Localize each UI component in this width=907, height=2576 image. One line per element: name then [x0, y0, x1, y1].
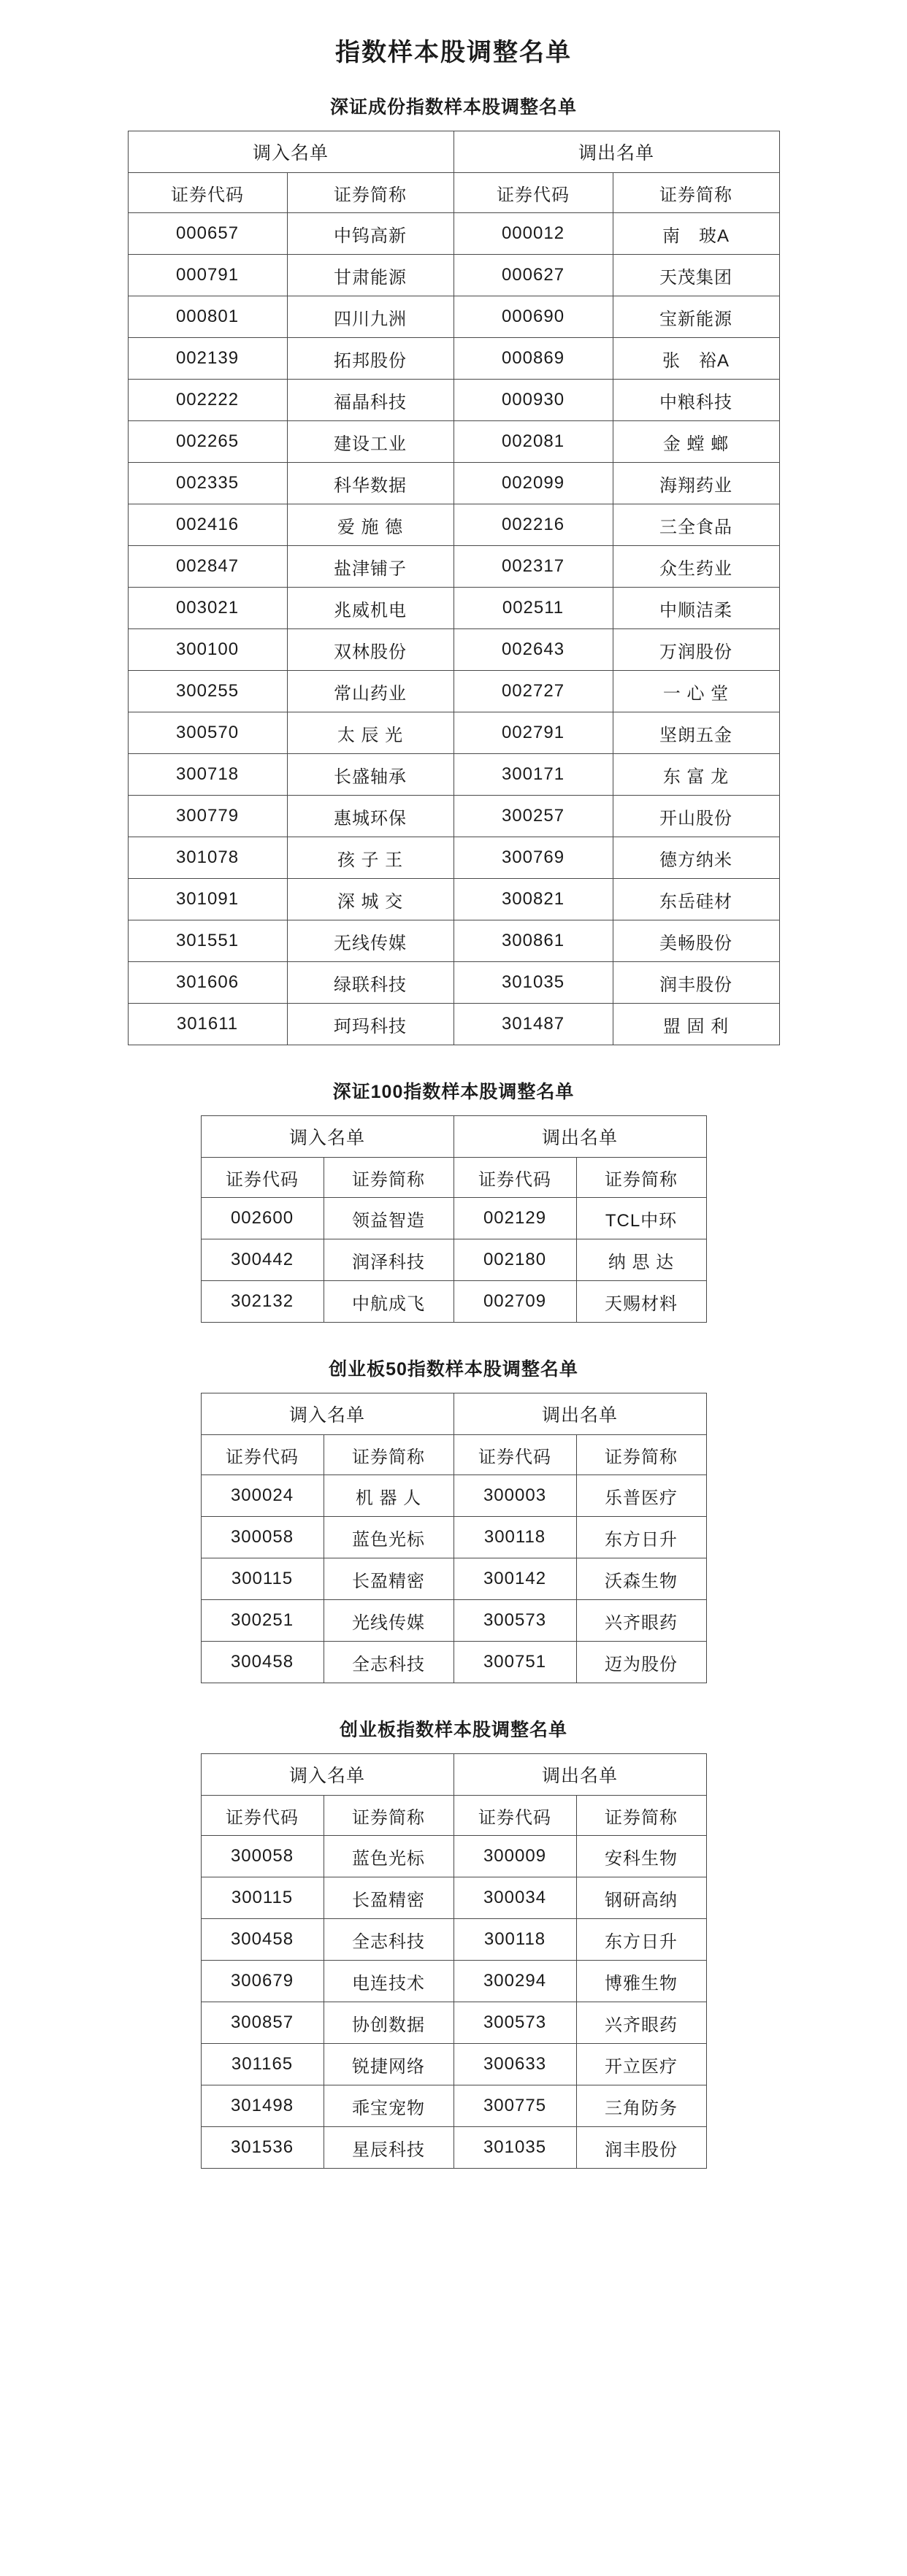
adjustment-table — [201, 1115, 707, 1323]
cell-out-name: 润丰股份 — [613, 962, 779, 1004]
cell-out-name: 安科生物 — [576, 1836, 706, 1877]
section-title: 深证成份指数样本股调整名单 — [329, 97, 577, 118]
cell-in-code: 301165 — [201, 2044, 324, 2085]
cell-out-name: 沃森生物 — [576, 1558, 706, 1600]
cell-out-code: 002643 — [454, 629, 613, 671]
cell-out-code: 000627 — [454, 255, 613, 296]
cell-in-name: 兆威机电 — [287, 588, 454, 629]
cell-in-code: 301551 — [128, 920, 287, 962]
table-row — [128, 588, 779, 629]
cell-in-code: 302132 — [201, 1281, 324, 1323]
cell-in-name: 领益智造 — [324, 1198, 454, 1239]
column-header-out-name: 证券简称 — [576, 1158, 706, 1198]
column-header-in-name: 证券简称 — [324, 1796, 454, 1836]
table-row — [128, 962, 779, 1004]
cell-in-code: 000791 — [128, 255, 287, 296]
cell-out-name: 万润股份 — [613, 629, 779, 671]
table-row — [128, 920, 779, 962]
cell-out-name: 众生药业 — [613, 546, 779, 588]
table-row — [201, 2044, 706, 2085]
cell-in-name: 珂玛科技 — [287, 1004, 454, 1045]
cell-in-name: 全志科技 — [324, 1642, 454, 1683]
cell-in-code: 002265 — [128, 421, 287, 463]
cell-in-name: 乖宝宠物 — [324, 2085, 454, 2127]
cell-out-name: 中粮科技 — [613, 380, 779, 421]
cell-in-code: 002847 — [128, 546, 287, 588]
table-row — [128, 380, 779, 421]
table-row — [201, 1877, 706, 1919]
cell-in-name: 润泽科技 — [324, 1239, 454, 1281]
cell-in-code: 301611 — [128, 1004, 287, 1045]
cell-out-code: 300573 — [454, 2002, 576, 2044]
table-row — [201, 1600, 706, 1642]
cell-out-code: 002791 — [454, 712, 613, 754]
column-header-out-name: 证券简称 — [576, 1796, 706, 1836]
cell-out-name: 兴齐眼药 — [576, 1600, 706, 1642]
cell-in-name: 建设工业 — [287, 421, 454, 463]
cell-out-name: 钢研高纳 — [576, 1877, 706, 1919]
table-group-header-row — [201, 1754, 706, 1796]
cell-out-code: 300821 — [454, 879, 613, 920]
table-row — [128, 796, 779, 837]
column-header-out-name: 证券简称 — [613, 173, 779, 213]
cell-out-name: 迈为股份 — [576, 1642, 706, 1683]
cell-out-code: 300751 — [454, 1642, 576, 1683]
cell-in-code: 300570 — [128, 712, 287, 754]
cell-in-code: 301498 — [201, 2085, 324, 2127]
cell-in-name: 蓝色光标 — [324, 1836, 454, 1877]
table-row — [128, 1004, 779, 1045]
cell-in-code: 301606 — [128, 962, 287, 1004]
cell-in-code: 300024 — [201, 1475, 324, 1517]
cell-in-name: 深 城 交 — [287, 879, 454, 920]
column-header-in-name: 证券简称 — [324, 1158, 454, 1198]
adjustment-table — [201, 1753, 707, 2169]
cell-out-name: 东 富 龙 — [613, 754, 779, 796]
table-row — [201, 2002, 706, 2044]
table-row — [201, 2127, 706, 2169]
section-title: 创业板50指数样本股调整名单 — [329, 1359, 578, 1380]
cell-in-code: 002416 — [128, 504, 287, 546]
cell-out-code: 300861 — [454, 920, 613, 962]
cell-in-code: 300100 — [128, 629, 287, 671]
cell-in-code: 003021 — [128, 588, 287, 629]
cell-in-name: 太 辰 光 — [287, 712, 454, 754]
cell-in-name: 协创数据 — [324, 2002, 454, 2044]
cell-out-code: 002129 — [454, 1198, 576, 1239]
cell-in-code: 300115 — [201, 1558, 324, 1600]
cell-in-code: 300718 — [128, 754, 287, 796]
cell-out-code: 000012 — [454, 213, 613, 255]
cell-in-code: 000801 — [128, 296, 287, 338]
cell-out-code: 300633 — [454, 2044, 576, 2085]
page-title: 指数样本股调整名单 — [335, 39, 572, 66]
cell-in-name: 中钨高新 — [287, 213, 454, 255]
cell-out-code: 300118 — [454, 1919, 576, 1961]
cell-out-code: 002099 — [454, 463, 613, 504]
cell-out-name: 天赐材料 — [576, 1281, 706, 1323]
table-group-header-row — [201, 1393, 706, 1435]
cell-out-name: 中顺洁柔 — [613, 588, 779, 629]
cell-out-name: 润丰股份 — [576, 2127, 706, 2169]
cell-in-name: 中航成飞 — [324, 1281, 454, 1323]
index-adjustment-section — [0, 1077, 907, 1323]
cell-in-name: 星辰科技 — [324, 2127, 454, 2169]
cell-out-name: 美畅股份 — [613, 920, 779, 962]
cell-in-name: 爱 施 德 — [287, 504, 454, 546]
group-header-excluded: 调出名单 — [454, 1754, 706, 1796]
cell-in-code: 300251 — [201, 1600, 324, 1642]
cell-in-name: 福晶科技 — [287, 380, 454, 421]
cell-in-name: 长盛轴承 — [287, 754, 454, 796]
cell-out-code: 002727 — [454, 671, 613, 712]
table-row — [201, 1558, 706, 1600]
cell-in-name: 全志科技 — [324, 1919, 454, 1961]
group-header-excluded: 调出名单 — [454, 1393, 706, 1435]
cell-out-code: 300009 — [454, 1836, 576, 1877]
table-group-header-row — [128, 131, 779, 173]
table-row — [201, 1281, 706, 1323]
table-column-header-row — [201, 1158, 706, 1198]
table-row — [201, 1919, 706, 1961]
section-title: 创业板指数样本股调整名单 — [339, 1720, 567, 1740]
cell-out-code: 002180 — [454, 1239, 576, 1281]
cell-out-code: 300573 — [454, 1600, 576, 1642]
index-adjustment-section — [0, 1715, 907, 2169]
table-row — [128, 754, 779, 796]
cell-in-code: 301536 — [201, 2127, 324, 2169]
cell-out-code: 300257 — [454, 796, 613, 837]
cell-in-name: 惠城环保 — [287, 796, 454, 837]
column-header-out-code: 证券代码 — [454, 1158, 576, 1198]
index-adjustment-section — [0, 93, 907, 1045]
cell-in-name: 无线传媒 — [287, 920, 454, 962]
table-row — [128, 421, 779, 463]
cell-out-code: 300294 — [454, 1961, 576, 2002]
cell-in-code: 300458 — [201, 1919, 324, 1961]
cell-in-code: 300442 — [201, 1239, 324, 1281]
cell-out-name: 金 螳 螂 — [613, 421, 779, 463]
table-row — [201, 2085, 706, 2127]
table-column-header-row — [201, 1435, 706, 1475]
cell-out-name: 博雅生物 — [576, 1961, 706, 2002]
cell-in-name: 电连技术 — [324, 1961, 454, 2002]
table-row — [201, 1239, 706, 1281]
cell-out-name: 东岳硅材 — [613, 879, 779, 920]
cell-out-code: 301487 — [454, 1004, 613, 1045]
adjustment-table — [128, 131, 780, 1045]
cell-out-code: 002081 — [454, 421, 613, 463]
cell-in-code: 002335 — [128, 463, 287, 504]
cell-out-name: 天茂集团 — [613, 255, 779, 296]
table-row — [128, 879, 779, 920]
cell-in-code: 301091 — [128, 879, 287, 920]
cell-in-code: 300115 — [201, 1877, 324, 1919]
cell-in-code: 300058 — [201, 1517, 324, 1558]
table-row — [128, 837, 779, 879]
cell-out-code: 000930 — [454, 380, 613, 421]
table-row — [128, 255, 779, 296]
cell-out-code: 301035 — [454, 2127, 576, 2169]
cell-out-code: 002511 — [454, 588, 613, 629]
cell-out-code: 000869 — [454, 338, 613, 380]
column-header-out-code: 证券代码 — [454, 173, 613, 213]
cell-in-name: 拓邦股份 — [287, 338, 454, 380]
cell-out-code: 300118 — [454, 1517, 576, 1558]
sections-container — [0, 93, 907, 2169]
cell-in-name: 科华数据 — [287, 463, 454, 504]
group-header-included: 调入名单 — [201, 1754, 454, 1796]
table-row — [128, 546, 779, 588]
table-row — [128, 671, 779, 712]
table-row — [128, 213, 779, 255]
cell-in-name: 绿联科技 — [287, 962, 454, 1004]
cell-in-name: 机 器 人 — [324, 1475, 454, 1517]
cell-out-code: 300171 — [454, 754, 613, 796]
table-row — [201, 1475, 706, 1517]
cell-out-name: 三角防务 — [576, 2085, 706, 2127]
cell-out-name: 乐普医疗 — [576, 1475, 706, 1517]
table-column-header-row — [201, 1796, 706, 1836]
cell-in-name: 双林股份 — [287, 629, 454, 671]
cell-out-name: 纳 思 达 — [576, 1239, 706, 1281]
cell-in-code: 002222 — [128, 380, 287, 421]
cell-in-code: 301078 — [128, 837, 287, 879]
column-header-in-code: 证券代码 — [128, 173, 287, 213]
table-row — [128, 296, 779, 338]
cell-out-name: 一 心 堂 — [613, 671, 779, 712]
cell-out-name: 盟 固 利 — [613, 1004, 779, 1045]
cell-in-code: 000657 — [128, 213, 287, 255]
table-row — [128, 629, 779, 671]
cell-in-name: 孩 子 王 — [287, 837, 454, 879]
column-header-in-code: 证券代码 — [201, 1158, 324, 1198]
adjustment-table — [201, 1393, 707, 1683]
cell-in-code: 002600 — [201, 1198, 324, 1239]
cell-in-code: 300857 — [201, 2002, 324, 2044]
table-row — [201, 1836, 706, 1877]
cell-in-code: 300679 — [201, 1961, 324, 2002]
cell-in-name: 四川九洲 — [287, 296, 454, 338]
cell-out-name: 南 玻A — [613, 213, 779, 255]
table-group-header-row — [201, 1116, 706, 1158]
cell-in-name: 蓝色光标 — [324, 1517, 454, 1558]
cell-out-code: 300003 — [454, 1475, 576, 1517]
cell-out-code: 301035 — [454, 962, 613, 1004]
group-header-included: 调入名单 — [201, 1393, 454, 1435]
column-header-in-code: 证券代码 — [201, 1435, 324, 1475]
cell-in-name: 甘肃能源 — [287, 255, 454, 296]
cell-out-name: 开山股份 — [613, 796, 779, 837]
cell-in-code: 002139 — [128, 338, 287, 380]
group-header-included: 调入名单 — [201, 1116, 454, 1158]
column-header-out-code: 证券代码 — [454, 1796, 576, 1836]
cell-in-code: 300458 — [201, 1642, 324, 1683]
cell-in-code: 300779 — [128, 796, 287, 837]
cell-out-code: 002317 — [454, 546, 613, 588]
cell-in-name: 长盈精密 — [324, 1877, 454, 1919]
cell-out-code: 002216 — [454, 504, 613, 546]
table-row — [201, 1642, 706, 1683]
cell-in-code: 300255 — [128, 671, 287, 712]
column-header-in-name: 证券简称 — [287, 173, 454, 213]
cell-out-name: 坚朗五金 — [613, 712, 779, 754]
column-header-out-code: 证券代码 — [454, 1435, 576, 1475]
column-header-out-name: 证券简称 — [576, 1435, 706, 1475]
table-row — [201, 1198, 706, 1239]
table-row — [201, 1517, 706, 1558]
cell-out-name: 三全食品 — [613, 504, 779, 546]
cell-in-name: 锐捷网络 — [324, 2044, 454, 2085]
column-header-in-code: 证券代码 — [201, 1796, 324, 1836]
table-column-header-row — [128, 173, 779, 213]
group-header-included: 调入名单 — [128, 131, 454, 173]
section-title: 深证100指数样本股调整名单 — [332, 1082, 575, 1102]
table-row — [128, 504, 779, 546]
cell-out-code: 000690 — [454, 296, 613, 338]
cell-out-code: 300142 — [454, 1558, 576, 1600]
column-header-in-name: 证券简称 — [324, 1435, 454, 1475]
cell-out-name: 开立医疗 — [576, 2044, 706, 2085]
index-adjustment-section — [0, 1355, 907, 1683]
cell-out-name: 兴齐眼药 — [576, 2002, 706, 2044]
cell-in-name: 光线传媒 — [324, 1600, 454, 1642]
cell-out-code: 002709 — [454, 1281, 576, 1323]
table-row — [128, 463, 779, 504]
cell-in-code: 300058 — [201, 1836, 324, 1877]
cell-out-name: 海翔药业 — [613, 463, 779, 504]
cell-out-name: 宝新能源 — [613, 296, 779, 338]
cell-out-name: 东方日升 — [576, 1517, 706, 1558]
group-header-excluded: 调出名单 — [454, 1116, 706, 1158]
cell-out-code: 300034 — [454, 1877, 576, 1919]
cell-out-code: 300775 — [454, 2085, 576, 2127]
cell-out-name: 东方日升 — [576, 1919, 706, 1961]
cell-out-name: 德方纳米 — [613, 837, 779, 879]
table-row — [201, 1961, 706, 2002]
group-header-excluded: 调出名单 — [454, 131, 779, 173]
cell-in-name: 长盈精密 — [324, 1558, 454, 1600]
cell-in-name: 常山药业 — [287, 671, 454, 712]
cell-out-name: TCL中环 — [576, 1198, 706, 1239]
cell-out-name: 张 裕A — [613, 338, 779, 380]
table-row — [128, 712, 779, 754]
cell-in-name: 盐津铺子 — [287, 546, 454, 588]
table-row — [128, 338, 779, 380]
cell-out-code: 300769 — [454, 837, 613, 879]
